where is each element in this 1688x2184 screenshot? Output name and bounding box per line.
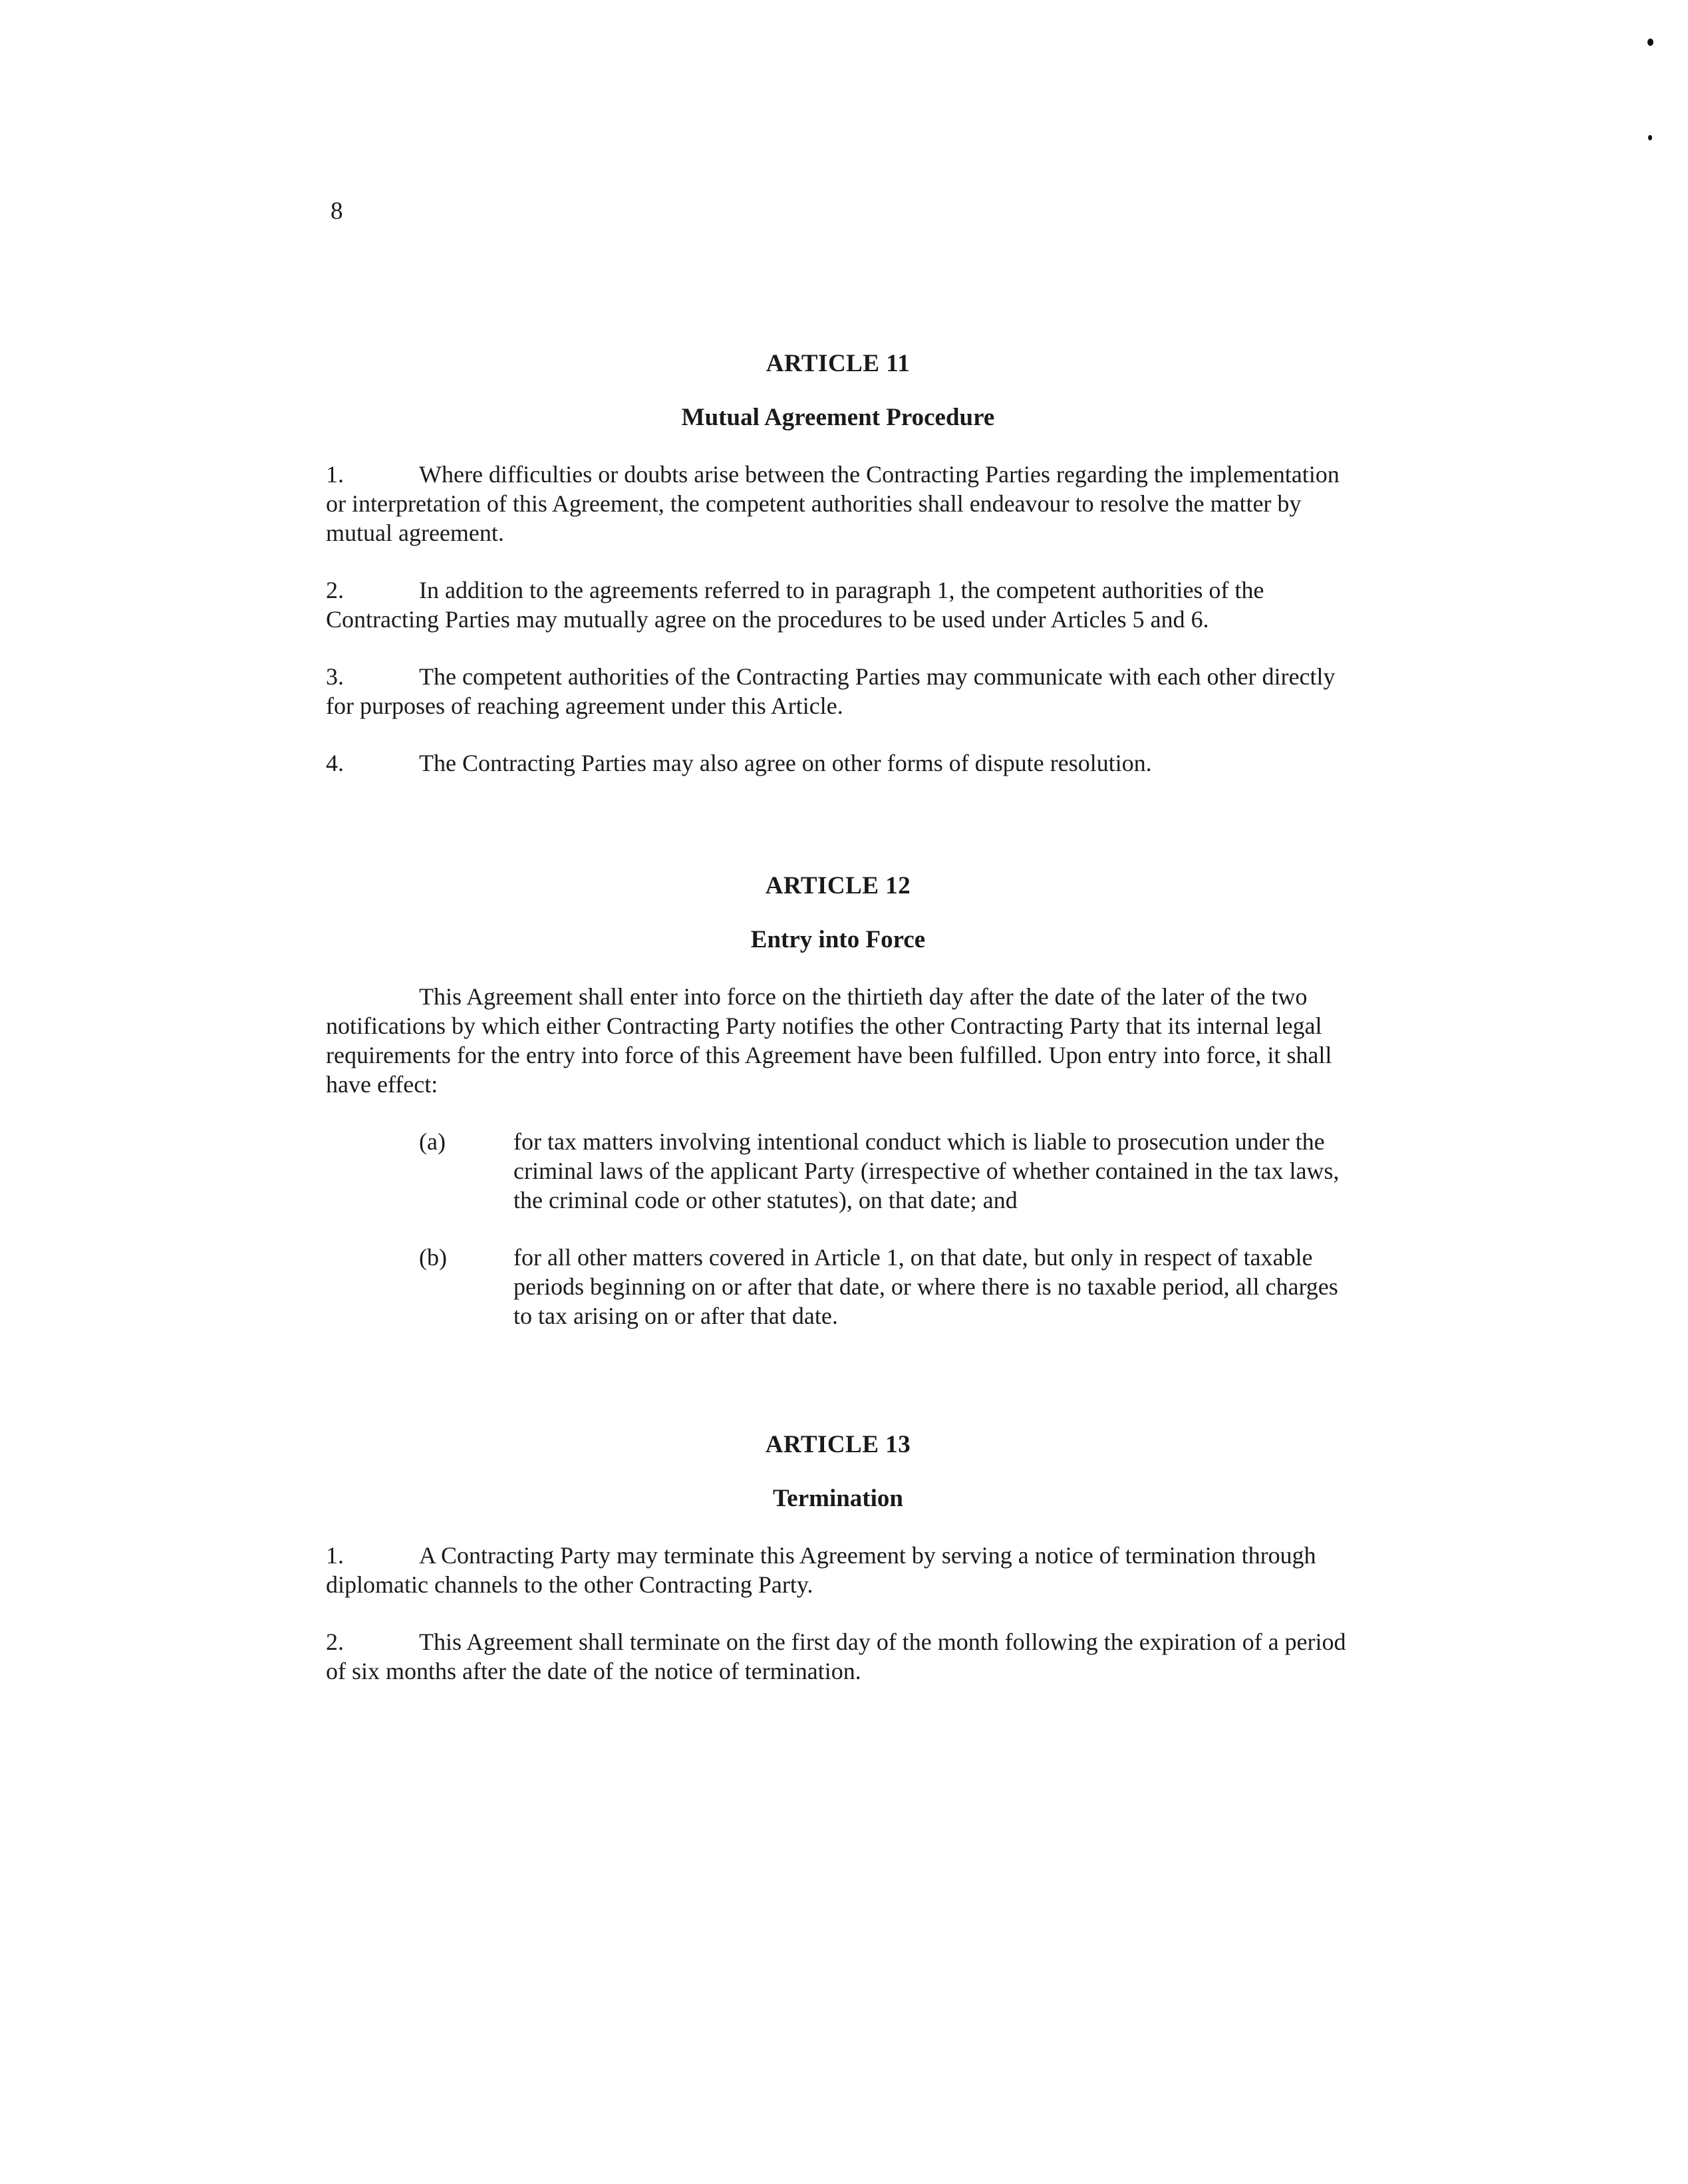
- paragraph-number: 4.: [326, 750, 344, 776]
- list-item-text: for all other matters covered in Article 1, on that date, but only in respect of taxable periods beginning on or after that date, or where there is no taxable period, all charges to tax arising on or after that date.: [513, 1244, 1338, 1329]
- article-11: [326, 349, 1350, 778]
- paragraph-text: Where difficulties or doubts arise between the Contracting Parties regarding the implementation or interpretation of this Agreement, the competent authorities shall endeavour to resolve the matter by mutual agreement.: [326, 461, 1339, 546]
- article-heading: ARTICLE 13: [765, 1431, 911, 1458]
- paragraph-number: 3.: [326, 663, 344, 690]
- scan-speck: [1648, 135, 1652, 140]
- paragraph: [326, 1541, 1350, 1599]
- paragraph-number: 1.: [326, 461, 344, 488]
- article-title: Entry into Force: [750, 926, 926, 953]
- paragraph: [326, 748, 1350, 778]
- paragraph-text: A Contracting Party may terminate this Agreement by serving a notice of termination through diplomatic channels to the other Contracting Party.: [326, 1542, 1316, 1598]
- article-title: Mutual Agreement Procedure: [681, 404, 995, 431]
- paragraph-text: This Agreement shall terminate on the first day of the month following the expiration of a period of six months after the date of the notice of termination.: [326, 1629, 1346, 1684]
- list-item: [326, 1243, 1350, 1330]
- paragraph: [326, 1627, 1350, 1686]
- paragraph-number: 1.: [326, 1542, 344, 1569]
- page-number: 8: [331, 198, 343, 225]
- list-item: [326, 1127, 1350, 1215]
- paragraph-text: In addition to the agreements referred to in paragraph 1, the competent authorities of the Contracting Parties may mutually agree on the procedures to be used under Articles 5 and 6.: [326, 577, 1264, 633]
- paragraph: [326, 662, 1350, 720]
- article-heading: ARTICLE 12: [765, 872, 911, 899]
- paragraph-text: The competent authorities of the Contracting Parties may communicate with each other directly for purposes of reaching agreement under this Article.: [326, 663, 1336, 719]
- list-item-letter: (a): [419, 1128, 446, 1155]
- article-12: [326, 871, 1350, 1330]
- paragraph-number: 2.: [326, 577, 344, 603]
- article-heading: ARTICLE 11: [766, 350, 911, 377]
- paragraph-number: 2.: [326, 1629, 344, 1655]
- list-item-text: for tax matters involving intentional conduct which is liable to prosecution under the criminal laws of the applicant Party (irrespective of whether contained in the tax laws, the criminal code or other statutes), on that date; and: [513, 1128, 1339, 1213]
- paragraph: This Agreement shall enter into force on the thirtieth day after the date of the later of the two notifications by which either Contracting Party notifies the other Contracting Party that its internal legal requirements for the entry into force of this Agreement have been fulfilled. Upon entry into force, it shall have effect:: [326, 983, 1332, 1098]
- paragraph: [326, 575, 1350, 634]
- scan-speck: [1647, 39, 1653, 46]
- paragraph: [326, 460, 1350, 547]
- article-13: [326, 1430, 1350, 1686]
- article-title: Termination: [773, 1485, 903, 1512]
- list-item-letter: (b): [419, 1244, 447, 1271]
- paragraph-text: The Contracting Parties may also agree on other forms of dispute resolution.: [419, 750, 1152, 776]
